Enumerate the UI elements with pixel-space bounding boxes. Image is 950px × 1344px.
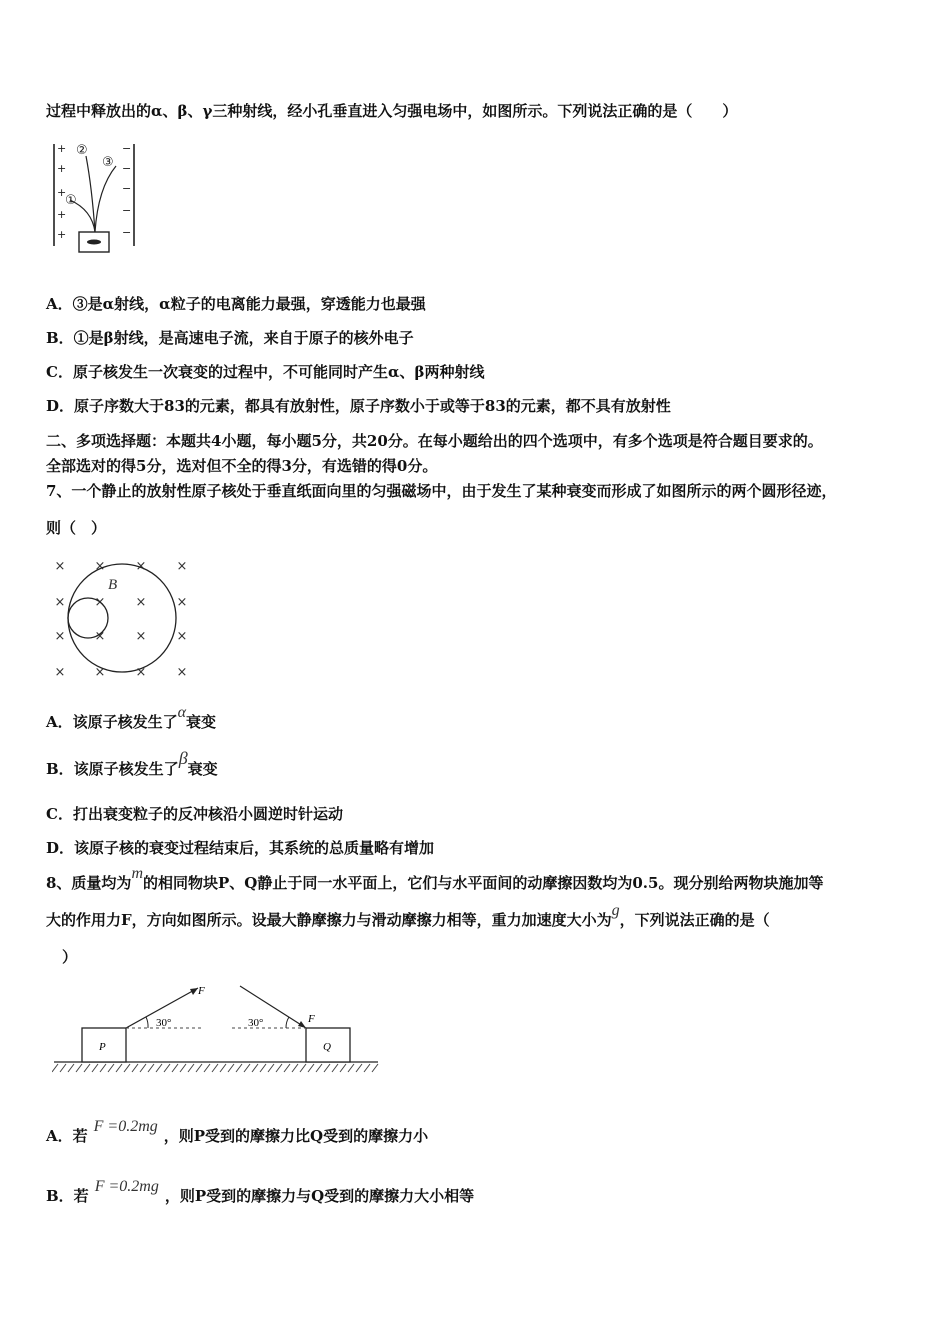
cross-mark: × [54,629,66,644]
minus-sign: − [122,182,132,195]
track-label-3: ③ [102,155,114,170]
track-label-1: ① [65,193,77,208]
plus-sign: + [57,162,67,175]
q8-option-a-prefix: A．若 [46,1127,88,1145]
q8-stem-line3: ） [62,948,78,966]
cross-mark: × [54,595,66,610]
q8-blocks-figure [52,982,382,1074]
section2-header-line2: 全部选对的得5分，选对但不全的得3分，有选错的得0分。 [46,457,438,475]
block-p-label: P [99,1041,106,1053]
plus-sign: + [57,208,67,221]
gravity-symbol: g [611,902,620,919]
beta-symbol: β [178,748,188,768]
angle-label-q: 30° [248,1017,264,1029]
minus-sign: − [122,162,132,175]
q6-option-d: D．原子序数大于83的元素，都具有放射性，原子序数小于或等于83的元素，都不具有放射性 [46,397,671,415]
cross-mark: × [94,629,106,644]
q7-magnetic-field-figure [46,552,196,682]
force-label-p: F [198,985,205,997]
q8-option-b-prefix: B．若 [46,1187,89,1205]
q7-option-b-suffix: 衰变 [187,760,218,778]
q7-option-b [46,748,218,779]
q8-option-a-formula: F =0.2mg [93,1118,158,1135]
cross-mark: × [135,559,147,574]
magnetic-field-label: B [108,577,118,593]
q7-option-d: D．该原子核的衰变过程结束后，其系统的总质量略有增加 [46,839,435,857]
q6-option-a: A．③是α射线，α粒子的电离能力最强，穿透能力也最强 [46,295,426,313]
section2-header-line1: 二、多项选择题：本题共4小题，每小题5分，共20分。在每小题给出的四个选项中，有多个选项是符合题目要求的。 [46,432,823,450]
cross-mark: × [94,595,106,610]
q8-stem-line1 [46,865,824,894]
cross-mark: × [176,595,188,610]
q6-stem: 过程中释放出的α、β、γ三种射线，经小孔垂直进入匀强电场中，如图所示。下列说法正确的是（ ） [46,102,738,120]
block-q-label: Q [323,1041,331,1053]
minus-sign: − [122,226,132,239]
cross-mark: × [54,665,66,680]
q8-stem-part: ，下列说法正确的是（ [619,911,770,929]
track-label-2: ② [76,143,88,158]
q6-option-b: B．①是β射线，是高速电子流，来自于原子的核外电子 [46,329,414,347]
q7-option-b-prefix: B．该原子核发生了 [46,760,179,778]
cross-mark: × [176,665,188,680]
q6-option-c: C．原子核发生一次衰变的过程中，不可能同时产生α、β两种射线 [46,363,485,381]
angle-label-p: 30° [156,1017,172,1029]
q8-stem-part: 8、质量均为 [46,874,132,892]
cross-mark: × [176,629,188,644]
q8-option-b [46,1178,475,1207]
plus-sign: + [57,142,67,155]
q8-option-b-suffix: ，则P受到的摩擦力与Q受到的摩擦力大小相等 [164,1187,475,1205]
q7-stem-line2: 则（ ） [46,519,107,537]
cross-mark: × [94,665,106,680]
q8-option-a-suffix: ，则P受到的摩擦力比Q受到的摩擦力小 [163,1127,429,1145]
cross-mark: × [54,559,66,574]
minus-sign: − [122,204,132,217]
q7-option-a-suffix: 衰变 [186,713,217,731]
q6-electric-field-figure [46,138,146,260]
minus-sign: − [122,142,132,155]
cross-mark: × [135,629,147,644]
force-label-q: F [308,1013,315,1025]
q8-stem-part: 大的作用力F，方向如图所示。设最大静摩擦力与滑动摩擦力相等，重力加速度大小为 [46,911,612,929]
q8-option-b-formula: F =0.2mg [94,1178,159,1195]
q8-stem-line2 [46,902,770,931]
q8-stem-part: 的相同物块P、Q静止于同一水平面上，它们与水平面间的动摩擦因数均为0.5。现分别给两物块施加等 [143,874,824,892]
plus-sign: + [57,228,67,241]
q7-stem-line1: 7、一个静止的放射性原子核处于垂直纸面向里的匀强磁场中，由于发生了某种衰变而形成了如图所示的两个圆形径迹， [46,482,837,500]
plus-sign: + [57,186,67,199]
cross-mark: × [135,595,147,610]
q7-option-a-prefix: A．该原子核发生了 [46,713,178,731]
cross-mark: × [135,665,147,680]
cross-mark: × [94,559,106,574]
alpha-symbol: α [177,704,187,721]
cross-mark: × [176,559,188,574]
q7-option-a [46,704,217,733]
q7-option-c: C．打出衰变粒子的反冲核沿小圆逆时针运动 [46,805,343,823]
mass-symbol: m [131,865,144,882]
q8-option-a [46,1118,429,1147]
